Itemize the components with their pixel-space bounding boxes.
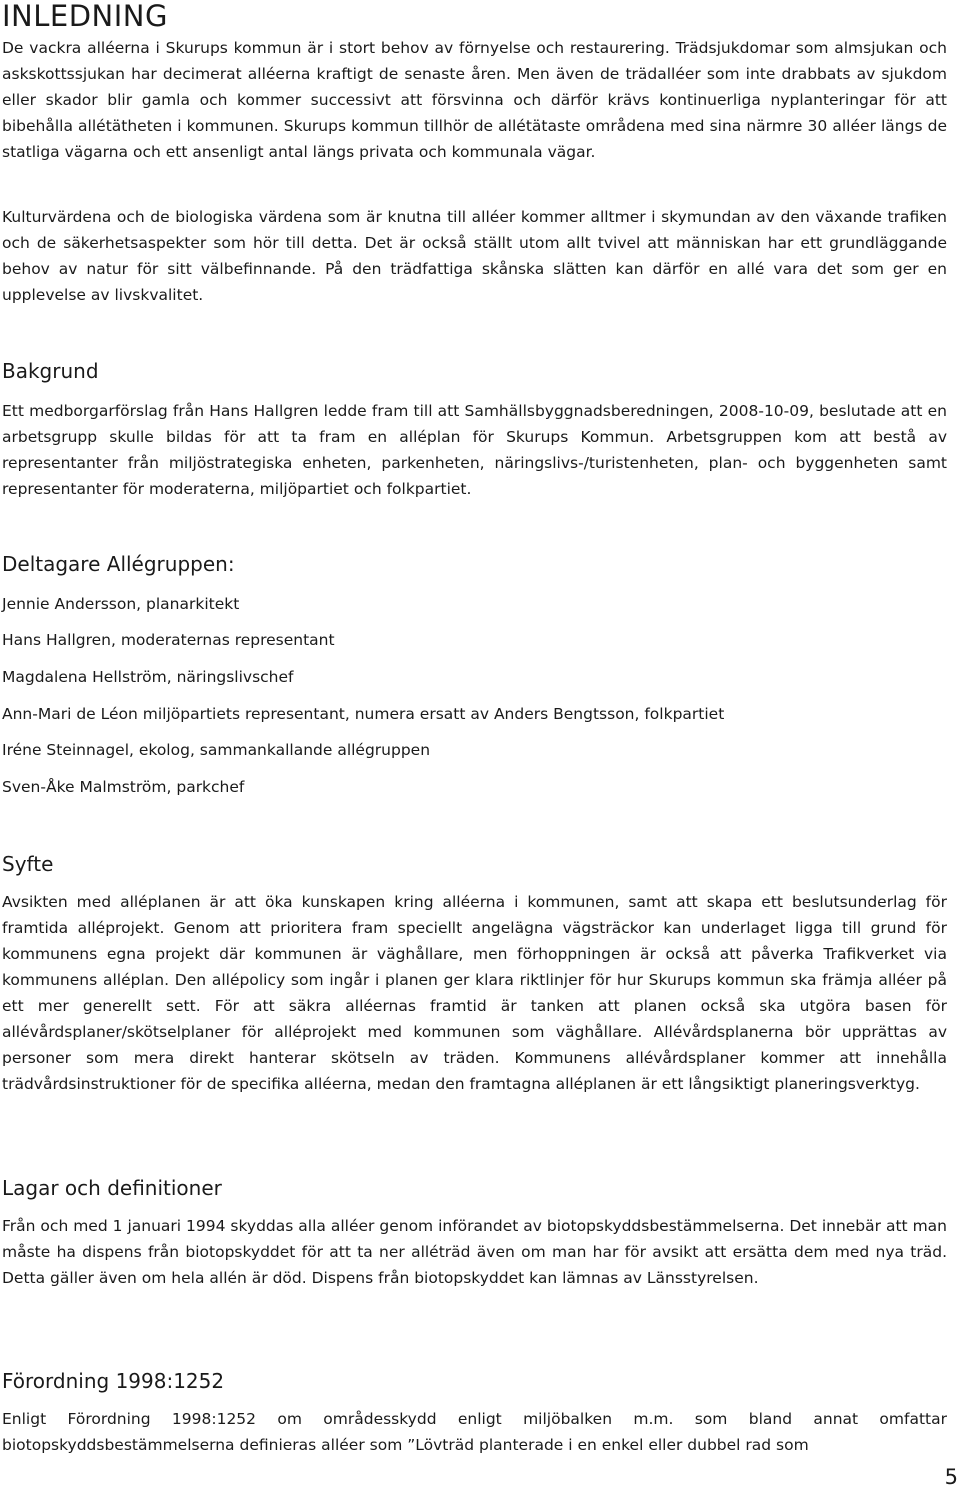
section-title-deltagare: Deltagare Allégruppen: [2,552,235,576]
section-title-forordning: Förordning 1998:1252 [2,1369,225,1393]
member-list-item: Hans Hallgren, moderaternas representant [2,631,335,649]
forordning-paragraph: Enligt Förordning 1998:1252 om områdesskydd enligt miljöbalken m.m. som bland annat omfattar biotopskyddsbestämmelserna definieras alléer som ”Lövträd planterade i en enkel eller dubbel rad som [2,1410,947,1454]
member-list-item: Ann-Mari de Léon miljöpartiets representant, numera ersatt av Anders Bengtsson, folkpartiet [2,705,725,723]
page-heading: INLEDNING [2,0,168,33]
lagar-paragraph: Från och med 1 januari 1994 skyddas alla alléer genom införandet av biotopskyddsbestämmelserna. Det innebär att man måste ha dispens från biotopskyddet för att ta ner alléträd även om man har för avsikt att ersätta dem med nya träd. Detta gäller även om hela allén är död. Dispens från biotopskyddet kan lämnas av Länsstyrelsen. [2,1217,947,1287]
member-list-item: Magdalena Hellström, näringslivschef [2,668,294,686]
section-title-syfte: Syfte [2,852,54,876]
intro-paragraph-1: De vackra alléerna i Skurups kommun är i stort behov av förnyelse och restaurering. Trädsjukdomar som almsjukan och askskottssjukan har decimerat alléerna kraftigt de senaste åren. Men även de trädalléer som inte drabbats av sjukdom eller skador blir gamla och kommer successivt att försvinna och därför krävs kontinuerliga nyplanteringar för att bibehålla allétätheten i kommunen. Skurups kommun tillhör de allétätaste områdena med sina närmre 30 alléer längs de statliga vägarna och ett ansenligt antal längs privata och kommunala vägar. [2,39,947,161]
member-list-item: Sven-Åke Malmström, parkchef [2,778,245,796]
member-list-item: Jennie Andersson, planarkitekt [2,595,240,613]
section-title-lagar: Lagar och definitioner [2,1176,222,1200]
bakgrund-paragraph: Ett medborgarförslag från Hans Hallgren ledde fram till att Samhällsbyggnadsberedningen, 2008-10-09, beslutade att en arbetsgrupp skulle bildas för att ta fram en alléplan för Skurups Kommun. Arbetsgruppen kom att bestå av representanter från miljöstrategiska enheten, parkenheten, näringslivs-/turistenheten, plan- och byggenheten samt representanter för moderaterna, miljöpartiet och folkpartiet. [2,402,947,498]
page-number: 5 [944,1465,958,1489]
intro-paragraph-2: Kulturvärdena och de biologiska värdena som är knutna till alléer kommer alltmer i skymundan av den växande trafiken och de säkerhetsaspekter som hör till detta. Det är också ställt utom allt tvivel att människan har ett grundläggande behov av natur för sitt välbefinnande. På den trädfattiga skånska slätten kan därför en allé vara det som ger en upplevelse av livskvalitet. [2,208,947,304]
member-list-item: Iréne Steinnagel, ekolog, sammankallande allégruppen [2,741,431,759]
section-title-bakgrund: Bakgrund [2,359,99,383]
syfte-paragraph: Avsikten med alléplanen är att öka kunskapen kring alléerna i kommunen, samt att skapa ett beslutsunderlag för framtida alléprojekt. Genom att prioritera fram speciellt angelägna vägsträckor kan underlaget ligga till grund för kommunens egna projekt där kommunen är väghållare, men förhoppningen är också att påverka Trafikverket via kommunens alléplan. Den allépolicy som ingår i planen ger klara riktlinjer för hur Skurups kommun ska främja alléer på ett mer generellt sett. För att säkra alléernas framtid är tanken att planen också ska utgöra basen för allévårdsplaner/skötselplaner för alléprojekt med kommunen som väghållare. Allévårdsplanerna bör upprättas av personer som mera direkt hanterar skötseln av träden. Kommunens allévårdsplaner kommer att innehålla trädvårdsinstruktioner för de specifika alléerna, medan den framtagna alléplanen är ett långsiktigt planeringsverktyg. [2,893,947,1093]
